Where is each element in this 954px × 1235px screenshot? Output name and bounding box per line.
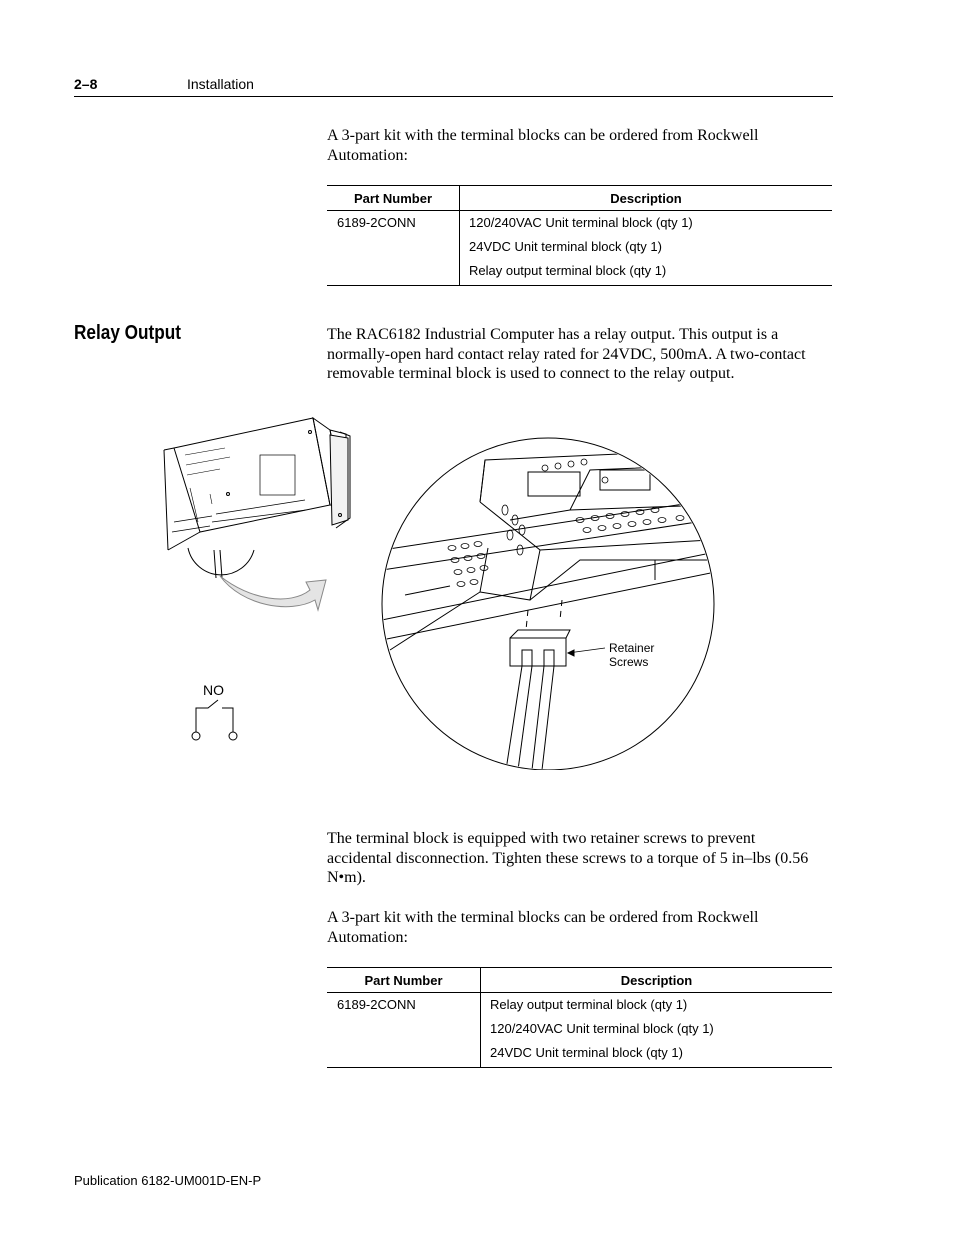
header-rule [74,96,833,97]
relay-output-figure [150,410,730,770]
description-cell: 120/240VAC Unit terminal block (qty 1) [469,215,693,230]
retainer-screws-paragraph: The terminal block is equipped with two retainer screws to prevent accidental disconnection. Tighten these screws to a torque of 5 in–lbs (0.56 N•m). [327,830,809,886]
page-number: 2–8 [74,76,98,92]
table-row [327,993,832,1018]
col-header-description: Description [481,968,833,993]
parts-table-2 [327,967,832,1068]
section-title: Installation [187,76,254,92]
description-cell: Relay output terminal block (qty 1) [469,263,667,278]
col-header-part-number: Part Number [327,186,460,211]
magnify-arrow [220,576,326,610]
normally-open-switch-symbol [192,700,237,740]
switch-label-no: NO [203,682,224,698]
parts-table-1 [327,185,832,286]
part-number-cell: 6189-2CONN [327,993,481,1068]
terminal-detail-illustration [382,450,725,770]
part-number-cell: 6189-2CONN [327,211,460,286]
retainer-label-line-1: Retainer [609,641,655,655]
col-header-description: Description [460,186,833,211]
description-cell: 24VDC Unit terminal block (qty 1) [490,1045,683,1060]
col-header-part-number: Part Number [327,968,481,993]
description-cell: Relay output terminal block (qty 1) [490,997,688,1012]
publication-footer: Publication 6182-UM001D-EN-P [74,1173,262,1188]
description-cell: 120/240VAC Unit terminal block (qty 1) [490,1021,714,1036]
section-heading-relay-output: Relay Output [74,322,182,344]
kit-intro-paragraph: A 3-part kit with the terminal blocks can be ordered from Rockwell Automation: [327,127,759,164]
description-cell: 24VDC Unit terminal block (qty 1) [469,239,662,254]
table-header-row [327,968,832,993]
table-row [327,211,832,236]
table-header-row [327,186,832,211]
computer-unit-illustration [164,418,350,578]
retainer-label-line-2: Screws [609,655,649,669]
relay-output-paragraph: The RAC6182 Industrial Computer has a relay output. This output is a normally-open hard contact relay rated for 24VDC, 500mA. A two-contact removable terminal block is used to connect to the relay output. [327,326,806,382]
kit-intro-paragraph-2: A 3-part kit with the terminal blocks can be ordered from Rockwell Automation: [327,909,759,946]
